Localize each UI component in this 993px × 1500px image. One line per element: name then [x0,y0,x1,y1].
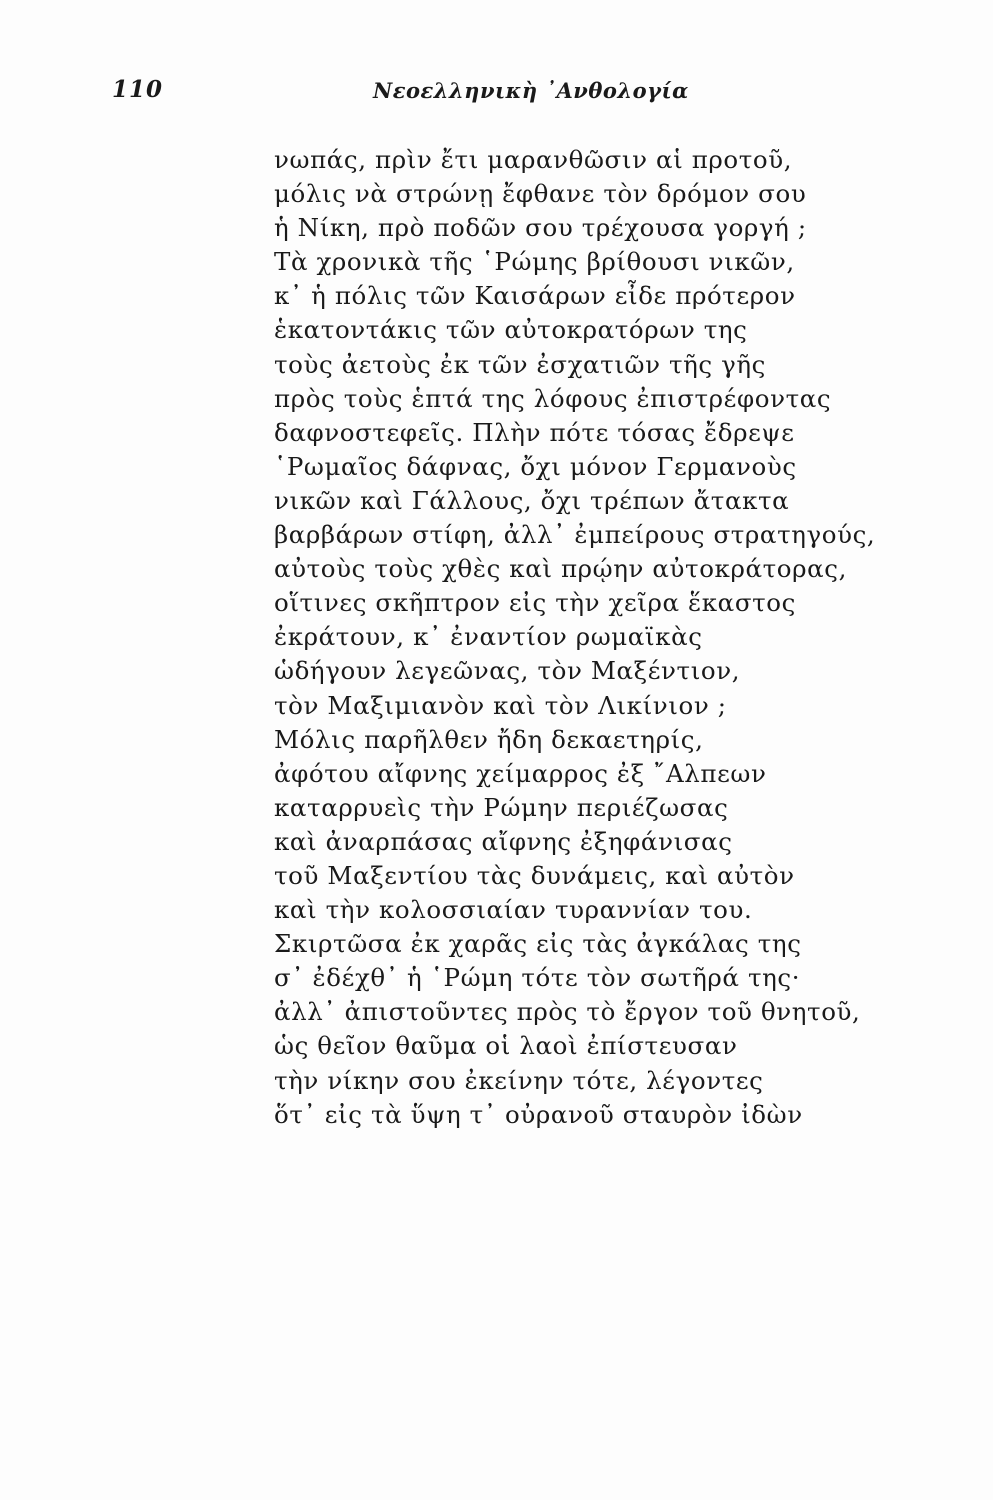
poem-line: δαφνοστεφεῖς. Πλὴν πότε τόσας ἔδρεψε [274,417,795,447]
poem-line: κ᾽ ἡ πόλις τῶν Καισάρων εἶδε πρότερον [274,281,796,311]
poem-line: τὴν νίκην σου ἐκείνην τότε, λέγοντες [274,1065,764,1095]
poem-line: ἀφότου αἴφνης χείμαρρος ἐξ ῎Αλπεων [274,758,767,788]
poem-line: ὅτ᾽ εἰς τὰ ὕψη τ᾽ οὐρανοῦ σταυρὸν ἰδὼν [274,1099,803,1129]
poem-line: Σκιρτῶσα ἐκ χαρᾶς εἰς τὰς ἀγκάλας της [274,929,802,959]
poem-line: ὡς θεῖον θαῦμα οἱ λαοὶ ἐπίστευσαν [274,1031,738,1061]
poem-line: οἵτινες σκῆπτρον εἰς τὴν χεῖρα ἕκαστος [274,588,796,618]
poem-line: ἡ Νίκη, πρὸ ποδῶν σου τρέχουσα γοργή ; [274,213,807,243]
poem-line: Τὰ χρονικὰ τῆς ῾Ρώμης βρίθουσι νικῶν, [274,247,795,277]
poem-line: νικῶν καὶ Γάλλους, ὄχι τρέπων ἄτακτα [274,485,790,515]
page-number: 110 [112,76,164,103]
poem-line: σ᾽ ἐδέχθ᾽ ἡ ῾Ρώμη τότε τὸν σωτῆρά της· [274,963,801,993]
poem-line: Μόλις παρῆλθεν ἤδη δεκαετηρίς, [274,724,704,754]
poem-line: ῾Ρωμαῖος δάφνας, ὄχι μόνον Γερμανοὺς [274,451,797,481]
poem-line: μόλις νὰ στρώνῃ ἔφθανε τὸν δρόμον σου [274,179,807,209]
poem-text [274,143,914,1132]
poem-line: καταρρυεὶς τὴν Ρώμην περιέζωσας [274,792,729,822]
poem-line: ἀλλ᾽ ἀπιστοῦντες πρὸς τὸ ἔργον τοῦ θνητοῦ, [274,997,861,1027]
running-title: Νεοελληνικὴ ᾿Ανθολογία [373,78,689,103]
poem-line: τοῦ Μαξεντίου τὰς δυνάμεις, καὶ αὐτὸν [274,860,795,890]
poem-line: πρὸς τοὺς ἑπτά της λόφους ἐπιστρέφοντας [274,383,832,413]
poem-line: τὸν Μαξιμιανὸν καὶ τὸν Λικίνιον ; [274,690,727,720]
poem-line: ἐκράτουν, κ᾽ ἐναντίον ρωμαϊκὰς [274,622,703,652]
poem-line: ἑκατοντάκις τῶν αὐτοκρατόρων της [274,315,748,345]
poem-line: ὡδήγουν λεγεῶνας, τὸν Μαξέντιον, [274,656,741,686]
poem-line: βαρβάρων στίφη, ἀλλ᾽ ἐμπείρους στρατηγούς, [274,520,876,550]
poem-line: καὶ τὴν κολοσσιαίαν τυραννίαν του. [274,895,753,925]
poem-line: καὶ ἀναρπάσας αἴφνης ἐξηφάνισας [274,826,733,856]
poem-line: αὐτοὺς τοὺς χθὲς καὶ πρῴην αὐτοκράτορας, [274,554,847,584]
poem-line: νωπάς, πρὶν ἔτι μαρανθῶσιν αἱ προτοῦ, [274,145,793,174]
poem-line: τοὺς ἀετοὺς ἐκ τῶν ἐσχατιῶν τῆς γῆς [274,349,766,379]
